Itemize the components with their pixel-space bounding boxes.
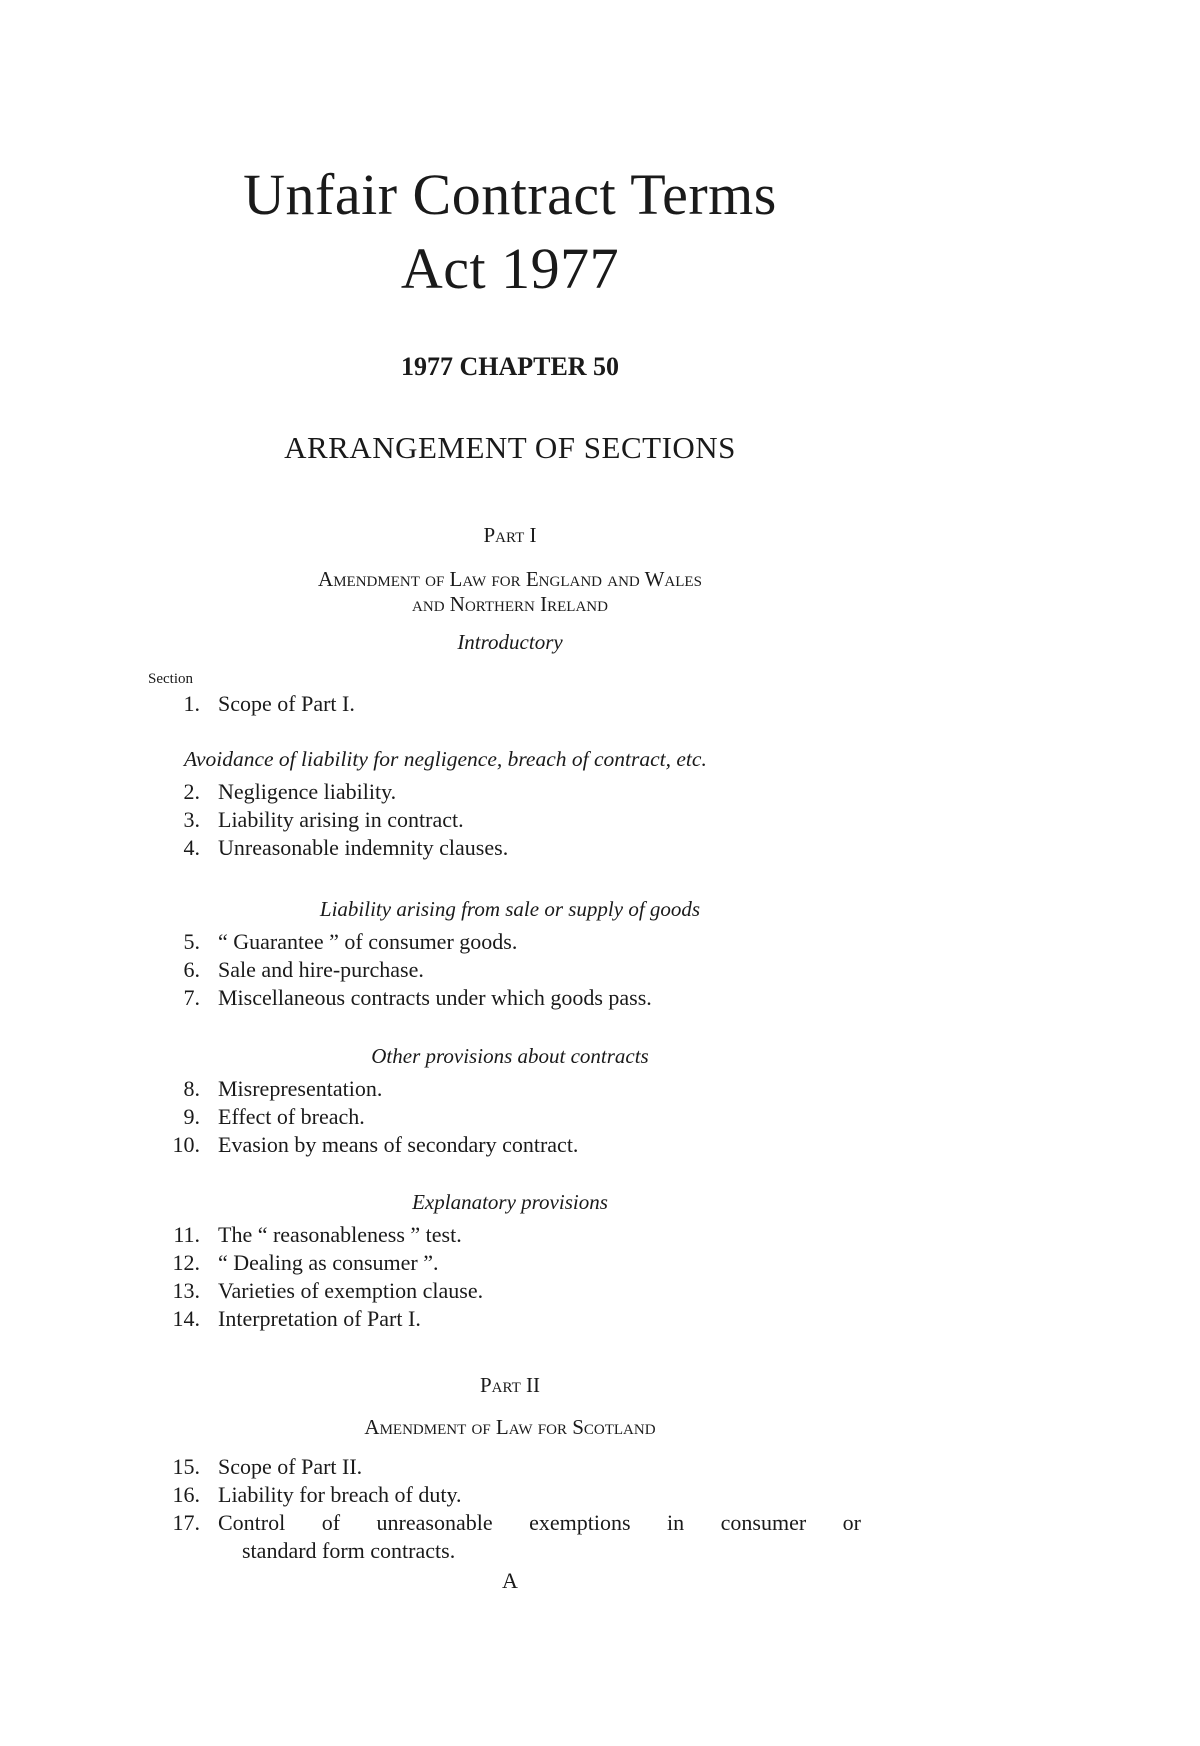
section-number: 7. [183, 985, 200, 1010]
section-title: Scope of Part I. [218, 691, 355, 716]
list-item [0, 834, 1100, 862]
section-title: “ Guarantee ” of consumer goods. [218, 929, 518, 954]
list-item [0, 984, 1100, 1012]
act-title-line-2: Act 1977 [400, 236, 620, 301]
list-item [0, 1453, 1100, 1481]
section-number: 10. [172, 1132, 200, 1157]
group-heading-avoidance: Avoidance of liability for negligence, breach of contract, etc. [184, 747, 707, 771]
section-title: Control of unreasonable exemptions in consumer or [218, 1510, 861, 1535]
list-item [0, 928, 1100, 956]
section-title: Evasion by means of secondary contract. [218, 1132, 579, 1157]
section-number: 3. [183, 807, 200, 832]
section-title: Misrepresentation. [218, 1076, 383, 1101]
section-number: 13. [172, 1278, 200, 1303]
section-list [0, 690, 1100, 718]
section-title: Unreasonable indemnity clauses. [218, 835, 509, 860]
section-column-label: Section [148, 671, 193, 687]
list-item [0, 690, 1100, 718]
section-title: Liability arising in contract. [218, 807, 464, 832]
list-item [0, 1509, 1100, 1537]
section-number: 8. [183, 1076, 200, 1101]
section-number: 6. [183, 957, 200, 982]
list-item [0, 1131, 1100, 1159]
list-item [0, 1221, 1100, 1249]
group-heading-other-provisions: Other provisions about contracts [371, 1044, 649, 1068]
section-number: 11. [173, 1222, 200, 1247]
section-title: Effect of breach. [218, 1104, 365, 1129]
list-item [0, 1305, 1100, 1333]
section-title: Negligence liability. [218, 779, 397, 804]
section-number: 16. [172, 1482, 200, 1507]
group-heading-introductory: Introductory [457, 630, 563, 654]
section-list [0, 778, 1100, 862]
part-1-heading-line-1: Amendment of Law for England and Wales [318, 567, 702, 591]
list-item [0, 1249, 1100, 1277]
section-title: Varieties of exemption clause. [218, 1278, 484, 1303]
section-number: 4. [183, 835, 200, 860]
list-item [0, 1103, 1100, 1131]
arrangement-heading: ARRANGEMENT OF SECTIONS [284, 430, 736, 465]
group-heading-explanatory: Explanatory provisions [412, 1190, 608, 1214]
section-number: 2. [183, 779, 200, 804]
section-number: 1. [183, 691, 200, 716]
section-title: Liability for breach of duty. [218, 1482, 462, 1507]
section-list [0, 1453, 1100, 1565]
section-list [0, 1075, 1100, 1159]
list-item [0, 1277, 1100, 1305]
list-item [0, 1075, 1100, 1103]
section-number: 9. [183, 1104, 200, 1129]
part-2-heading: Amendment of Law for Scotland [364, 1415, 656, 1439]
list-item [0, 1481, 1100, 1509]
section-list [0, 1221, 1100, 1333]
list-item [0, 778, 1100, 806]
section-title-continuation: standard form contracts. [242, 1538, 456, 1563]
group-heading-sale-supply: Liability arising from sale or supply of goods [319, 897, 701, 921]
list-item [0, 956, 1100, 984]
list-item [0, 806, 1100, 834]
list-item-continuation [0, 1537, 1100, 1565]
section-number: 17. [172, 1510, 200, 1535]
section-number: 5. [183, 929, 200, 954]
section-number: 14. [172, 1306, 200, 1331]
part-1-heading-line-2: and Northern Ireland [412, 592, 608, 616]
section-number: 15. [172, 1454, 200, 1479]
section-title: Miscellaneous contracts under which goods pass. [218, 985, 652, 1010]
section-title: “ Dealing as consumer ”. [218, 1250, 439, 1275]
act-title-line-1: Unfair Contract Terms [243, 162, 777, 227]
section-list [0, 928, 1100, 1012]
section-title: The “ reasonableness ” test. [218, 1222, 462, 1247]
part-1-label: Part I [483, 523, 537, 547]
section-number: 12. [172, 1250, 200, 1275]
section-title: Interpretation of Part I. [218, 1306, 421, 1331]
chapter-heading: 1977 CHAPTER 50 [400, 352, 620, 381]
section-title: Scope of Part II. [218, 1454, 363, 1479]
section-title: Sale and hire-purchase. [218, 957, 424, 982]
signature-mark: A [502, 1568, 518, 1593]
part-2-label: Part II [479, 1373, 540, 1397]
